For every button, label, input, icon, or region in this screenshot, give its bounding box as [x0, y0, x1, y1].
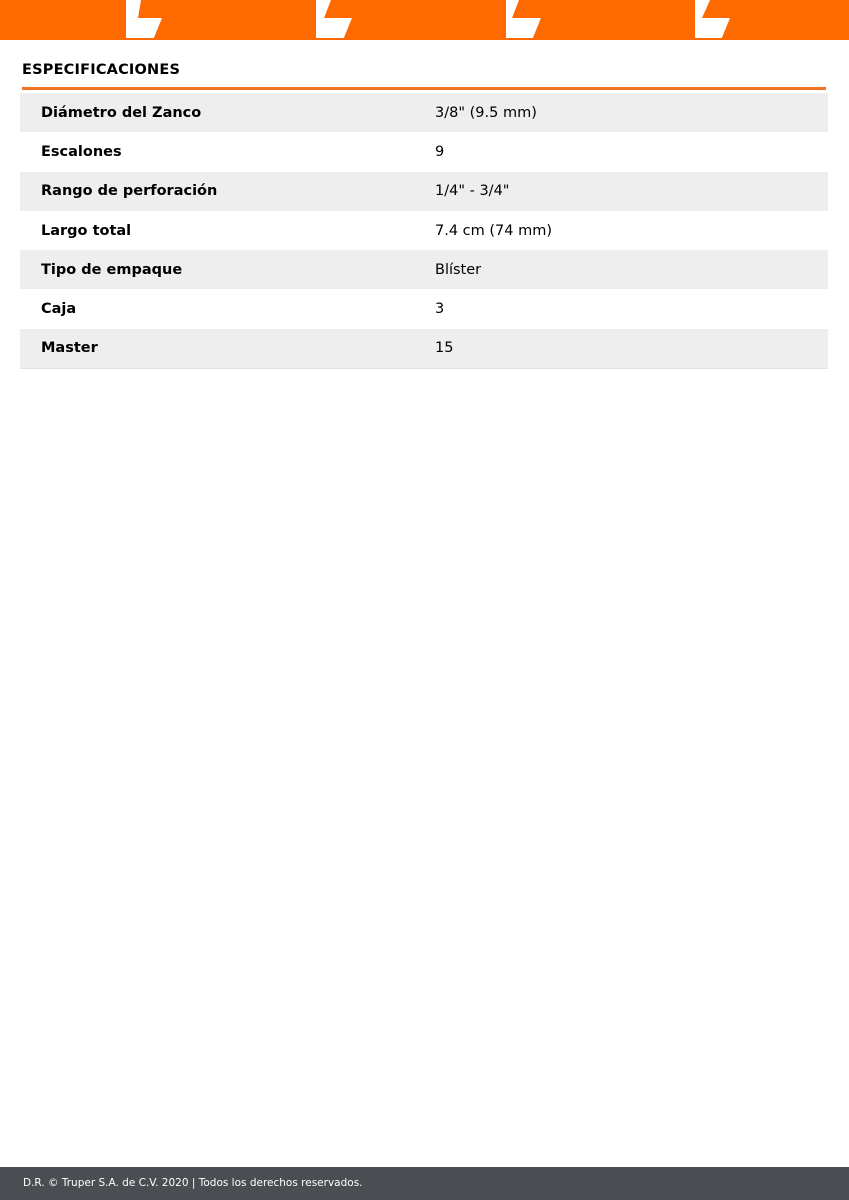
spec-value: 9 — [435, 143, 445, 160]
table-row — [20, 289, 828, 328]
spec-value: Blíster — [435, 261, 482, 278]
table-row — [20, 132, 828, 171]
spec-value: 7.4 cm (74 mm) — [435, 222, 552, 239]
spec-value: 3/8" (9.5 mm) — [435, 104, 537, 121]
spec-label: Diámetro del Zanco — [41, 104, 202, 121]
table-row — [20, 93, 828, 132]
spec-label: Tipo de empaque — [41, 261, 183, 278]
table-row — [20, 211, 828, 250]
table-row — [20, 250, 828, 289]
spec-label: Rango de perforación — [41, 183, 218, 200]
title-divider — [22, 87, 826, 90]
spec-value: 3 — [435, 301, 445, 318]
footer — [0, 1167, 849, 1200]
spec-value: 1/4" - 3/4" — [435, 183, 510, 200]
specifications-table — [20, 93, 828, 369]
header-banner — [0, 0, 849, 42]
table-row — [20, 172, 828, 211]
spec-label: Escalones — [41, 143, 122, 160]
table-row — [20, 329, 828, 368]
spec-value: 15 — [435, 340, 454, 357]
spec-label: Master — [41, 340, 98, 357]
footer-copyright: D.R. © Truper S.A. de C.V. 2020 | Todos los derechos reservados. — [23, 1177, 363, 1189]
header-stripes-graphic — [0, 0, 849, 42]
spec-label: Largo total — [41, 222, 132, 239]
spec-label: Caja — [41, 301, 77, 318]
section-title: ESPECIFICACIONES — [22, 62, 181, 78]
